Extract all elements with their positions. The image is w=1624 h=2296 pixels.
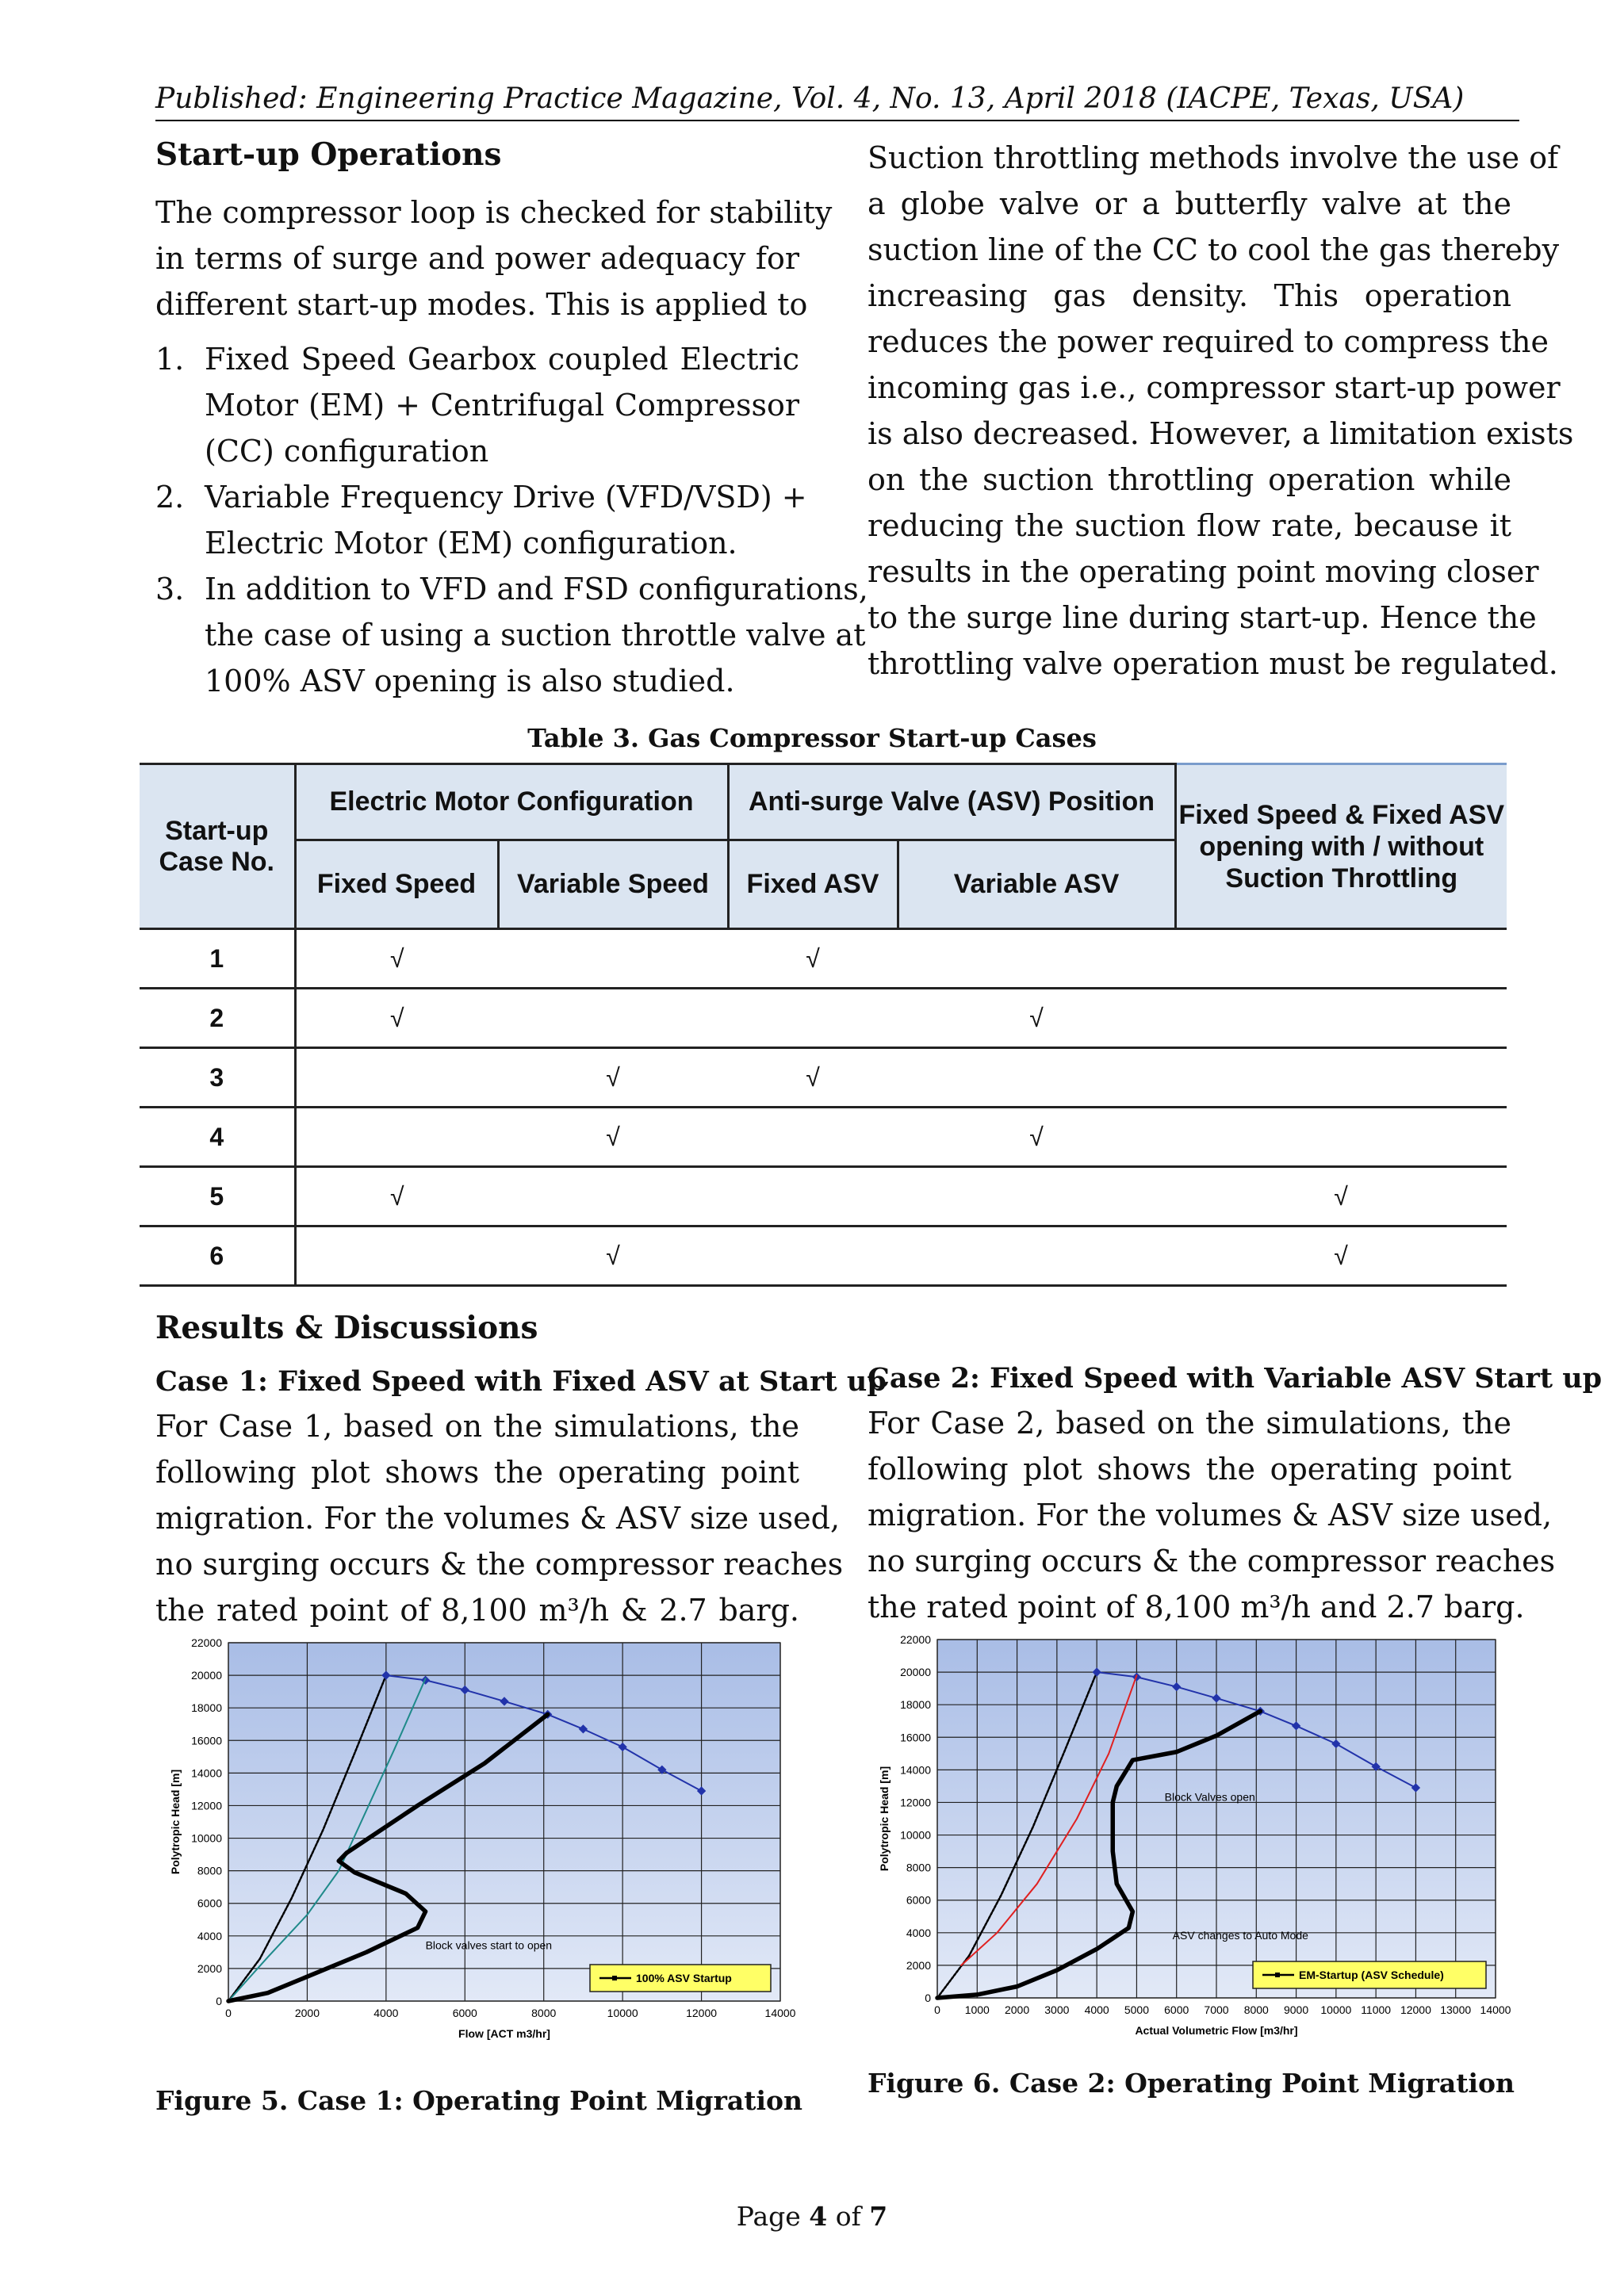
list-number: 2. <box>155 480 185 515</box>
x-tick-label: 11000 <box>1361 2003 1392 2016</box>
legend-label: 100% ASV Startup <box>636 1972 732 1984</box>
startup-cases-table <box>140 763 1507 1287</box>
x-axis-label: Flow [ACT m3/hr] <box>458 2027 550 2040</box>
table-row <box>140 929 1507 989</box>
footer-text: Page <box>736 2201 810 2232</box>
cell-fixed-asv: √ <box>728 929 898 989</box>
y-tick-label: 4000 <box>906 1926 931 1939</box>
x-tick-label: 13000 <box>1440 2003 1472 2016</box>
annotation-label: Block Valves open <box>1164 1790 1255 1804</box>
y-axis-label: Polytropic Head [m] <box>169 1769 182 1875</box>
page-total: 7 <box>869 2201 888 2232</box>
text-line: Fixed Speed Gearbox coupled Electric <box>205 342 799 377</box>
x-tick-label: 7000 <box>1204 2003 1229 2016</box>
header-case-no: Start-up Case No. <box>140 764 295 929</box>
y-tick-label: 20000 <box>191 1669 222 1682</box>
text-line: In addition to VFD and FSD configurations, <box>205 572 868 607</box>
list-item <box>155 566 868 704</box>
x-tick-label: 0 <box>934 2003 940 2016</box>
startup-list <box>155 336 868 704</box>
table-row <box>140 989 1507 1048</box>
y-tick-label: 14000 <box>900 1763 931 1777</box>
list-number: 1. <box>155 342 185 377</box>
header-variable-asv: Variable ASV <box>898 840 1175 929</box>
text-line: increasing gas density. This operation <box>868 278 1511 313</box>
case-number: 1 <box>140 929 295 989</box>
figure5-chart <box>151 1633 817 2077</box>
x-tick-label: 8000 <box>531 2007 557 2019</box>
x-tick-label: 10000 <box>1320 2003 1352 2016</box>
y-tick-label: 14000 <box>191 1766 222 1780</box>
page-header: Published: Engineering Practice Magazine, Vol. 4, No. 13, April 2018 (IACPE, Texas, USA) <box>155 82 1519 121</box>
cell-variable-asv: √ <box>898 1108 1175 1167</box>
y-tick-label: 12000 <box>900 1796 931 1809</box>
cell-fixed-speed <box>295 1108 498 1167</box>
text-line: migration. For the volumes & ASV size used, <box>868 1498 1553 1533</box>
text-line: For Case 1, based on the simulations, the <box>155 1409 799 1444</box>
cell-fixed-speed: √ <box>295 929 498 989</box>
y-tick-label: 2000 <box>906 1958 931 1972</box>
text-line: 100% ASV opening is also studied. <box>205 664 735 698</box>
text-line: no surging occurs & the compressor reaches <box>868 1544 1556 1578</box>
cell-variable-speed <box>498 1167 728 1226</box>
text-line: to the surge line during start-up. Hence the <box>868 600 1537 635</box>
y-tick-label: 6000 <box>906 1893 931 1907</box>
text-line: different start-up modes. This is applied to <box>155 287 808 322</box>
text-line: following plot shows the operating point <box>155 1455 799 1490</box>
text-line: reduces the power required to compress the <box>868 324 1549 359</box>
case2-paragraph <box>868 1400 1556 1630</box>
y-tick-label: 20000 <box>900 1666 931 1679</box>
x-tick-label: 3000 <box>1044 2003 1070 2016</box>
text-line: the case of using a suction throttle valve at <box>205 618 866 652</box>
table-caption: Table 3. Gas Compressor Start-up Cases <box>527 723 1097 753</box>
y-tick-label: 12000 <box>191 1799 222 1812</box>
case1-title: Case 1: Fixed Speed with Fixed ASV at Start up <box>155 1365 887 1398</box>
table-row <box>140 1048 1507 1108</box>
x-tick-label: 6000 <box>1164 2003 1189 2016</box>
x-tick-label: 12000 <box>686 2007 718 2019</box>
table-row <box>140 1167 1507 1226</box>
text-line: The compressor loop is checked for stability <box>155 195 833 230</box>
y-tick-label: 16000 <box>191 1734 222 1747</box>
y-tick-label: 22000 <box>900 1633 931 1646</box>
table-row <box>140 1108 1507 1167</box>
text-line: throttling valve operation must be regulated. <box>868 646 1558 681</box>
cell-suction-throttling <box>1175 1048 1507 1108</box>
cell-variable-asv: √ <box>898 989 1175 1048</box>
case-number: 2 <box>140 989 295 1048</box>
x-tick-label: 1000 <box>964 2003 990 2016</box>
table-row <box>140 1226 1507 1286</box>
case-number: 5 <box>140 1167 295 1226</box>
text-line: results in the operating point moving closer <box>868 554 1539 589</box>
text-line: Motor (EM) + Centrifugal Compressor <box>205 388 799 423</box>
text-line: no surging occurs & the compressor reaches <box>155 1547 844 1582</box>
case2-title: Case 2: Fixed Speed with Variable ASV Start up <box>868 1362 1603 1395</box>
text-line: Suction throttling methods involve the use of <box>868 140 1559 175</box>
y-tick-label: 16000 <box>900 1731 931 1744</box>
annotation-label: Block valves start to open <box>425 1938 553 1952</box>
legend-marker <box>612 1976 617 1980</box>
cell-variable-speed: √ <box>498 1108 728 1167</box>
cell-fixed-speed <box>295 1226 498 1286</box>
y-tick-label: 10000 <box>191 1831 222 1845</box>
x-tick-label: 12000 <box>1400 2003 1431 2016</box>
cell-fixed-asv <box>728 989 898 1048</box>
text-line: Variable Frequency Drive (VFD/VSD) + <box>205 480 807 515</box>
y-axis-label: Polytropic Head [m] <box>878 1766 891 1872</box>
cell-fixed-asv <box>728 1226 898 1286</box>
x-tick-label: 8000 <box>1243 2003 1269 2016</box>
cell-variable-speed <box>498 989 728 1048</box>
x-tick-label: 4000 <box>373 2007 399 2019</box>
text-line: (CC) configuration <box>205 434 489 469</box>
cell-fixed-asv <box>728 1167 898 1226</box>
header-asv-position: Anti-surge Valve (ASV) Position <box>728 764 1175 840</box>
text-line: the rated point of 8,100 m³/h and 2.7 barg. <box>868 1590 1525 1624</box>
footer-text: of <box>827 2201 870 2232</box>
text-line: a globe valve or a butterfly valve at the <box>868 186 1511 221</box>
cell-fixed-asv <box>728 1108 898 1167</box>
figure6-chart <box>861 1630 1519 2074</box>
page-footer <box>0 2201 1624 2232</box>
y-tick-label: 0 <box>216 1995 222 2007</box>
x-tick-label: 6000 <box>452 2007 477 2019</box>
cell-variable-speed: √ <box>498 1048 728 1108</box>
x-tick-label: 2000 <box>294 2007 320 2019</box>
case-number: 4 <box>140 1108 295 1167</box>
y-tick-label: 18000 <box>191 1701 222 1715</box>
y-tick-label: 0 <box>925 1992 931 2004</box>
legend-label: EM-Startup (ASV Schedule) <box>1299 1969 1444 1981</box>
y-tick-label: 10000 <box>900 1828 931 1842</box>
cell-variable-asv <box>898 929 1175 989</box>
cell-suction-throttling <box>1175 1108 1507 1167</box>
startup-intro <box>155 189 833 327</box>
cell-suction-throttling <box>1175 989 1507 1048</box>
list-item <box>155 474 807 566</box>
page-number: 4 <box>809 2201 828 2232</box>
header-fixed-asv: Fixed ASV <box>728 840 898 929</box>
cell-fixed-asv: √ <box>728 1048 898 1108</box>
text-line: following plot shows the operating point <box>868 1452 1511 1487</box>
text-line: suction line of the CC to cool the gas thereby <box>868 232 1560 267</box>
case1-paragraph <box>155 1403 844 1633</box>
x-tick-label: 0 <box>225 2007 232 2019</box>
cell-variable-speed: √ <box>498 1226 728 1286</box>
cell-fixed-speed: √ <box>295 989 498 1048</box>
case-number: 6 <box>140 1226 295 1286</box>
annotation-label: ASV changes to Auto Mode <box>1172 1929 1308 1942</box>
y-tick-label: 8000 <box>197 1864 222 1877</box>
cell-suction-throttling: √ <box>1175 1167 1507 1226</box>
figure5-caption: Figure 5. Case 1: Operating Point Migration <box>155 2085 802 2116</box>
y-tick-label: 22000 <box>191 1636 222 1649</box>
y-tick-label: 2000 <box>197 1961 222 1975</box>
case-number: 3 <box>140 1048 295 1108</box>
x-tick-label: 2000 <box>1004 2003 1030 2016</box>
x-tick-label: 4000 <box>1084 2003 1109 2016</box>
y-tick-label: 6000 <box>197 1896 222 1910</box>
cell-fixed-speed: √ <box>295 1167 498 1226</box>
text-line: is also decreased. However, a limitation exists <box>868 416 1574 451</box>
text-line: reducing the suction flow rate, because it <box>868 508 1511 543</box>
x-tick-label: 9000 <box>1283 2003 1309 2016</box>
list-item <box>155 336 799 474</box>
cell-fixed-speed <box>295 1048 498 1108</box>
text-line: incoming gas i.e., compressor start-up power <box>868 370 1561 405</box>
header-fixed-speed: Fixed Speed <box>295 840 498 929</box>
header-em-config: Electric Motor Configuration <box>295 764 728 840</box>
cell-suction-throttling: √ <box>1175 1226 1507 1286</box>
text-line: For Case 2, based on the simulations, the <box>868 1406 1511 1441</box>
x-tick-label: 10000 <box>607 2007 638 2019</box>
x-axis-label: Actual Volumetric Flow [m3/hr] <box>1135 2024 1298 2037</box>
x-tick-label: 14000 <box>764 2007 796 2019</box>
x-tick-label: 5000 <box>1124 2003 1150 2016</box>
header-fixed-speed-throttling: Fixed Speed & Fixed ASV opening with / without Suction Throttling <box>1175 764 1507 929</box>
text-line: on the suction throttling operation while <box>868 462 1511 497</box>
section-title-results: Results & Discussions <box>155 1310 538 1346</box>
header-variable-speed: Variable Speed <box>498 840 728 929</box>
figure6-caption: Figure 6. Case 2: Operating Point Migration <box>868 2068 1515 2099</box>
cell-suction-throttling <box>1175 929 1507 989</box>
suction-throttling-paragraph <box>868 135 1574 687</box>
legend-marker <box>1275 1973 1280 1977</box>
x-tick-label: 14000 <box>1480 2003 1511 2016</box>
list-number: 3. <box>155 572 185 607</box>
text-line: Electric Motor (EM) configuration. <box>205 526 737 561</box>
text-line: the rated point of 8,100 m³/h & 2.7 barg. <box>155 1593 799 1628</box>
text-line: migration. For the volumes & ASV size used, <box>155 1501 841 1536</box>
y-tick-label: 4000 <box>197 1929 222 1942</box>
text-line: in terms of surge and power adequacy for <box>155 241 799 276</box>
section-title-startup: Start-up Operations <box>155 136 502 173</box>
y-tick-label: 8000 <box>906 1861 931 1874</box>
cell-variable-asv <box>898 1167 1175 1226</box>
cell-variable-asv <box>898 1048 1175 1108</box>
cell-variable-asv <box>898 1226 1175 1286</box>
cell-variable-speed <box>498 929 728 989</box>
y-tick-label: 18000 <box>900 1698 931 1712</box>
